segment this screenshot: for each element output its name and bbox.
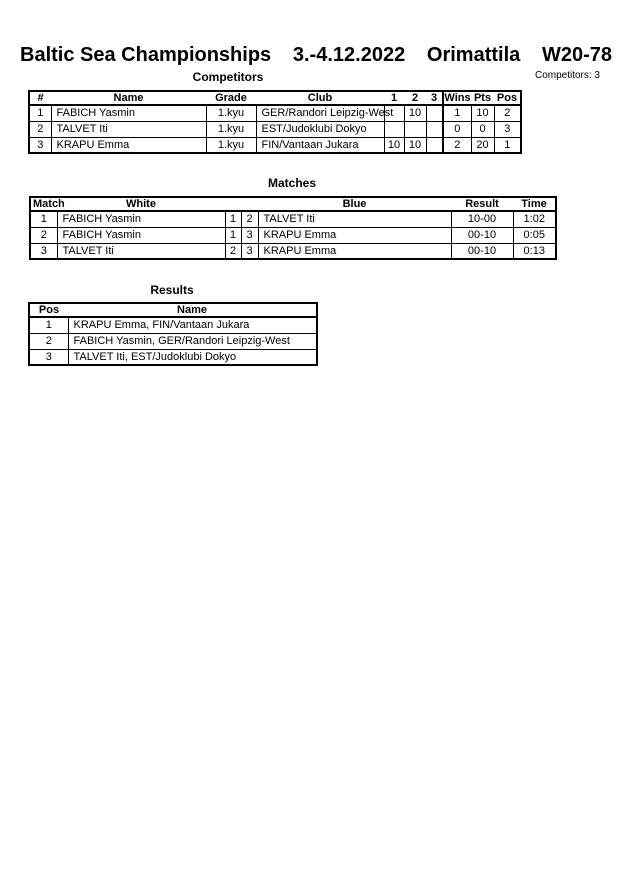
cell-pos: 2 bbox=[494, 105, 521, 121]
competitor-row bbox=[29, 137, 521, 153]
cell-pos: 1 bbox=[494, 137, 521, 153]
cell-white-name: TALVET Iti bbox=[57, 243, 225, 259]
col-number: # bbox=[29, 91, 51, 105]
matches-table bbox=[29, 196, 557, 260]
cell-pos: 1 bbox=[29, 317, 68, 333]
match-row bbox=[30, 243, 556, 259]
cell-club: EST/Judoklubi Dokyo bbox=[256, 121, 384, 137]
title-event-name: Baltic Sea Championships bbox=[20, 44, 272, 66]
competitors-table bbox=[28, 90, 522, 154]
cell-club: FIN/Vantaan Jukara bbox=[256, 137, 384, 153]
col-result: Result bbox=[451, 197, 513, 211]
cell-grade: 1.kyu bbox=[206, 105, 256, 121]
cell-pts: 0 bbox=[471, 121, 494, 137]
col-match: Match bbox=[30, 197, 57, 211]
cell-blue-name: KRAPU Emma bbox=[258, 227, 451, 243]
col-round2: 2 bbox=[404, 91, 426, 105]
match-row bbox=[30, 211, 556, 227]
cell-round1 bbox=[384, 121, 404, 137]
cell-result: 00-10 bbox=[451, 243, 513, 259]
cell-round2: 10 bbox=[404, 137, 426, 153]
cell-wins: 0 bbox=[443, 121, 471, 137]
cell-grade: 1.kyu bbox=[206, 121, 256, 137]
cell-number: 1 bbox=[29, 105, 51, 121]
cell-number: 2 bbox=[29, 121, 51, 137]
result-row bbox=[29, 333, 317, 349]
title-location: Orimattila bbox=[426, 44, 521, 66]
title-date: 3.-4.12.2022 bbox=[292, 44, 406, 66]
cell-name: TALVET Iti bbox=[51, 121, 206, 137]
cell-round3 bbox=[426, 105, 443, 121]
col-numbers-spacer bbox=[225, 197, 258, 211]
col-pts: Pts bbox=[471, 91, 494, 105]
cell-name: KRAPU Emma bbox=[51, 137, 206, 153]
cell-name: FABICH Yasmin bbox=[51, 105, 206, 121]
competitor-row bbox=[29, 121, 521, 137]
cell-wins: 1 bbox=[443, 105, 471, 121]
cell-round1: 10 bbox=[384, 137, 404, 153]
col-pos: Pos bbox=[494, 91, 521, 105]
cell-result: 00-10 bbox=[451, 227, 513, 243]
cell-white-name: FABICH Yasmin bbox=[57, 227, 225, 243]
result-row bbox=[29, 317, 317, 333]
cell-round2: 10 bbox=[404, 105, 426, 121]
match-row bbox=[30, 227, 556, 243]
cell-match-number: 3 bbox=[30, 243, 57, 259]
cell-blue-name: TALVET Iti bbox=[258, 211, 451, 227]
cell-blue-name: KRAPU Emma bbox=[258, 243, 451, 259]
col-wins: Wins bbox=[444, 92, 471, 104]
cell-name: KRAPU Emma, FIN/Vantaan Jukara bbox=[68, 317, 317, 333]
cell-blue-seed: 3 bbox=[241, 243, 258, 259]
cell-result: 10-00 bbox=[451, 211, 513, 227]
cell-grade: 1.kyu bbox=[206, 137, 256, 153]
cell-time: 0:13 bbox=[513, 243, 556, 259]
cell-white-seed: 1 bbox=[225, 227, 241, 243]
matches-header-row bbox=[30, 197, 556, 211]
competitor-row bbox=[29, 105, 521, 121]
cell-white-seed: 1 bbox=[225, 211, 241, 227]
cell-match-number: 1 bbox=[30, 211, 57, 227]
cell-round3 bbox=[426, 137, 443, 153]
col-round1: 1 bbox=[384, 91, 404, 105]
cell-time: 0:05 bbox=[513, 227, 556, 243]
cell-pts: 10 bbox=[471, 105, 494, 121]
result-row bbox=[29, 349, 317, 365]
col-time: Time bbox=[513, 197, 556, 211]
cell-round3 bbox=[426, 121, 443, 137]
cell-pos: 2 bbox=[29, 333, 68, 349]
col-club: Club bbox=[256, 91, 384, 105]
cell-white-name: FABICH Yasmin bbox=[57, 211, 225, 227]
cell-club: GER/Randori Leipzig-West bbox=[256, 105, 384, 121]
matches-heading: Matches bbox=[267, 176, 317, 190]
cell-pts: 20 bbox=[471, 137, 494, 153]
cell-pos: 3 bbox=[29, 349, 68, 365]
cell-blue-seed: 3 bbox=[241, 227, 258, 243]
col-round3: 3 bbox=[426, 91, 443, 105]
results-table bbox=[28, 302, 318, 366]
page-title bbox=[20, 44, 612, 67]
col-blue: Blue bbox=[258, 197, 451, 211]
results-heading: Results bbox=[150, 283, 194, 297]
cell-wins: 2 bbox=[443, 137, 471, 153]
cell-time: 1:02 bbox=[513, 211, 556, 227]
cell-round2 bbox=[404, 121, 426, 137]
col-pos: Pos bbox=[29, 303, 68, 317]
cell-name: FABICH Yasmin, GER/Randori Leipzig-West bbox=[68, 333, 317, 349]
col-name: Name bbox=[51, 91, 206, 105]
title-category: W20-78 bbox=[541, 44, 612, 66]
cell-blue-seed: 2 bbox=[241, 211, 258, 227]
cell-name: TALVET Iti, EST/Judoklubi Dokyo bbox=[68, 349, 317, 365]
competitors-heading: Competitors bbox=[192, 70, 264, 84]
cell-number: 3 bbox=[29, 137, 51, 153]
col-name: Name bbox=[68, 303, 317, 317]
results-header-row bbox=[29, 303, 317, 317]
cell-match-number: 2 bbox=[30, 227, 57, 243]
col-grade: Grade bbox=[206, 91, 256, 105]
competitors-header-row bbox=[29, 91, 521, 105]
competitors-count-label: Competitors: 3 bbox=[534, 70, 600, 81]
cell-white-seed: 2 bbox=[225, 243, 241, 259]
col-white: White bbox=[57, 197, 225, 211]
cell-pos: 3 bbox=[494, 121, 521, 137]
